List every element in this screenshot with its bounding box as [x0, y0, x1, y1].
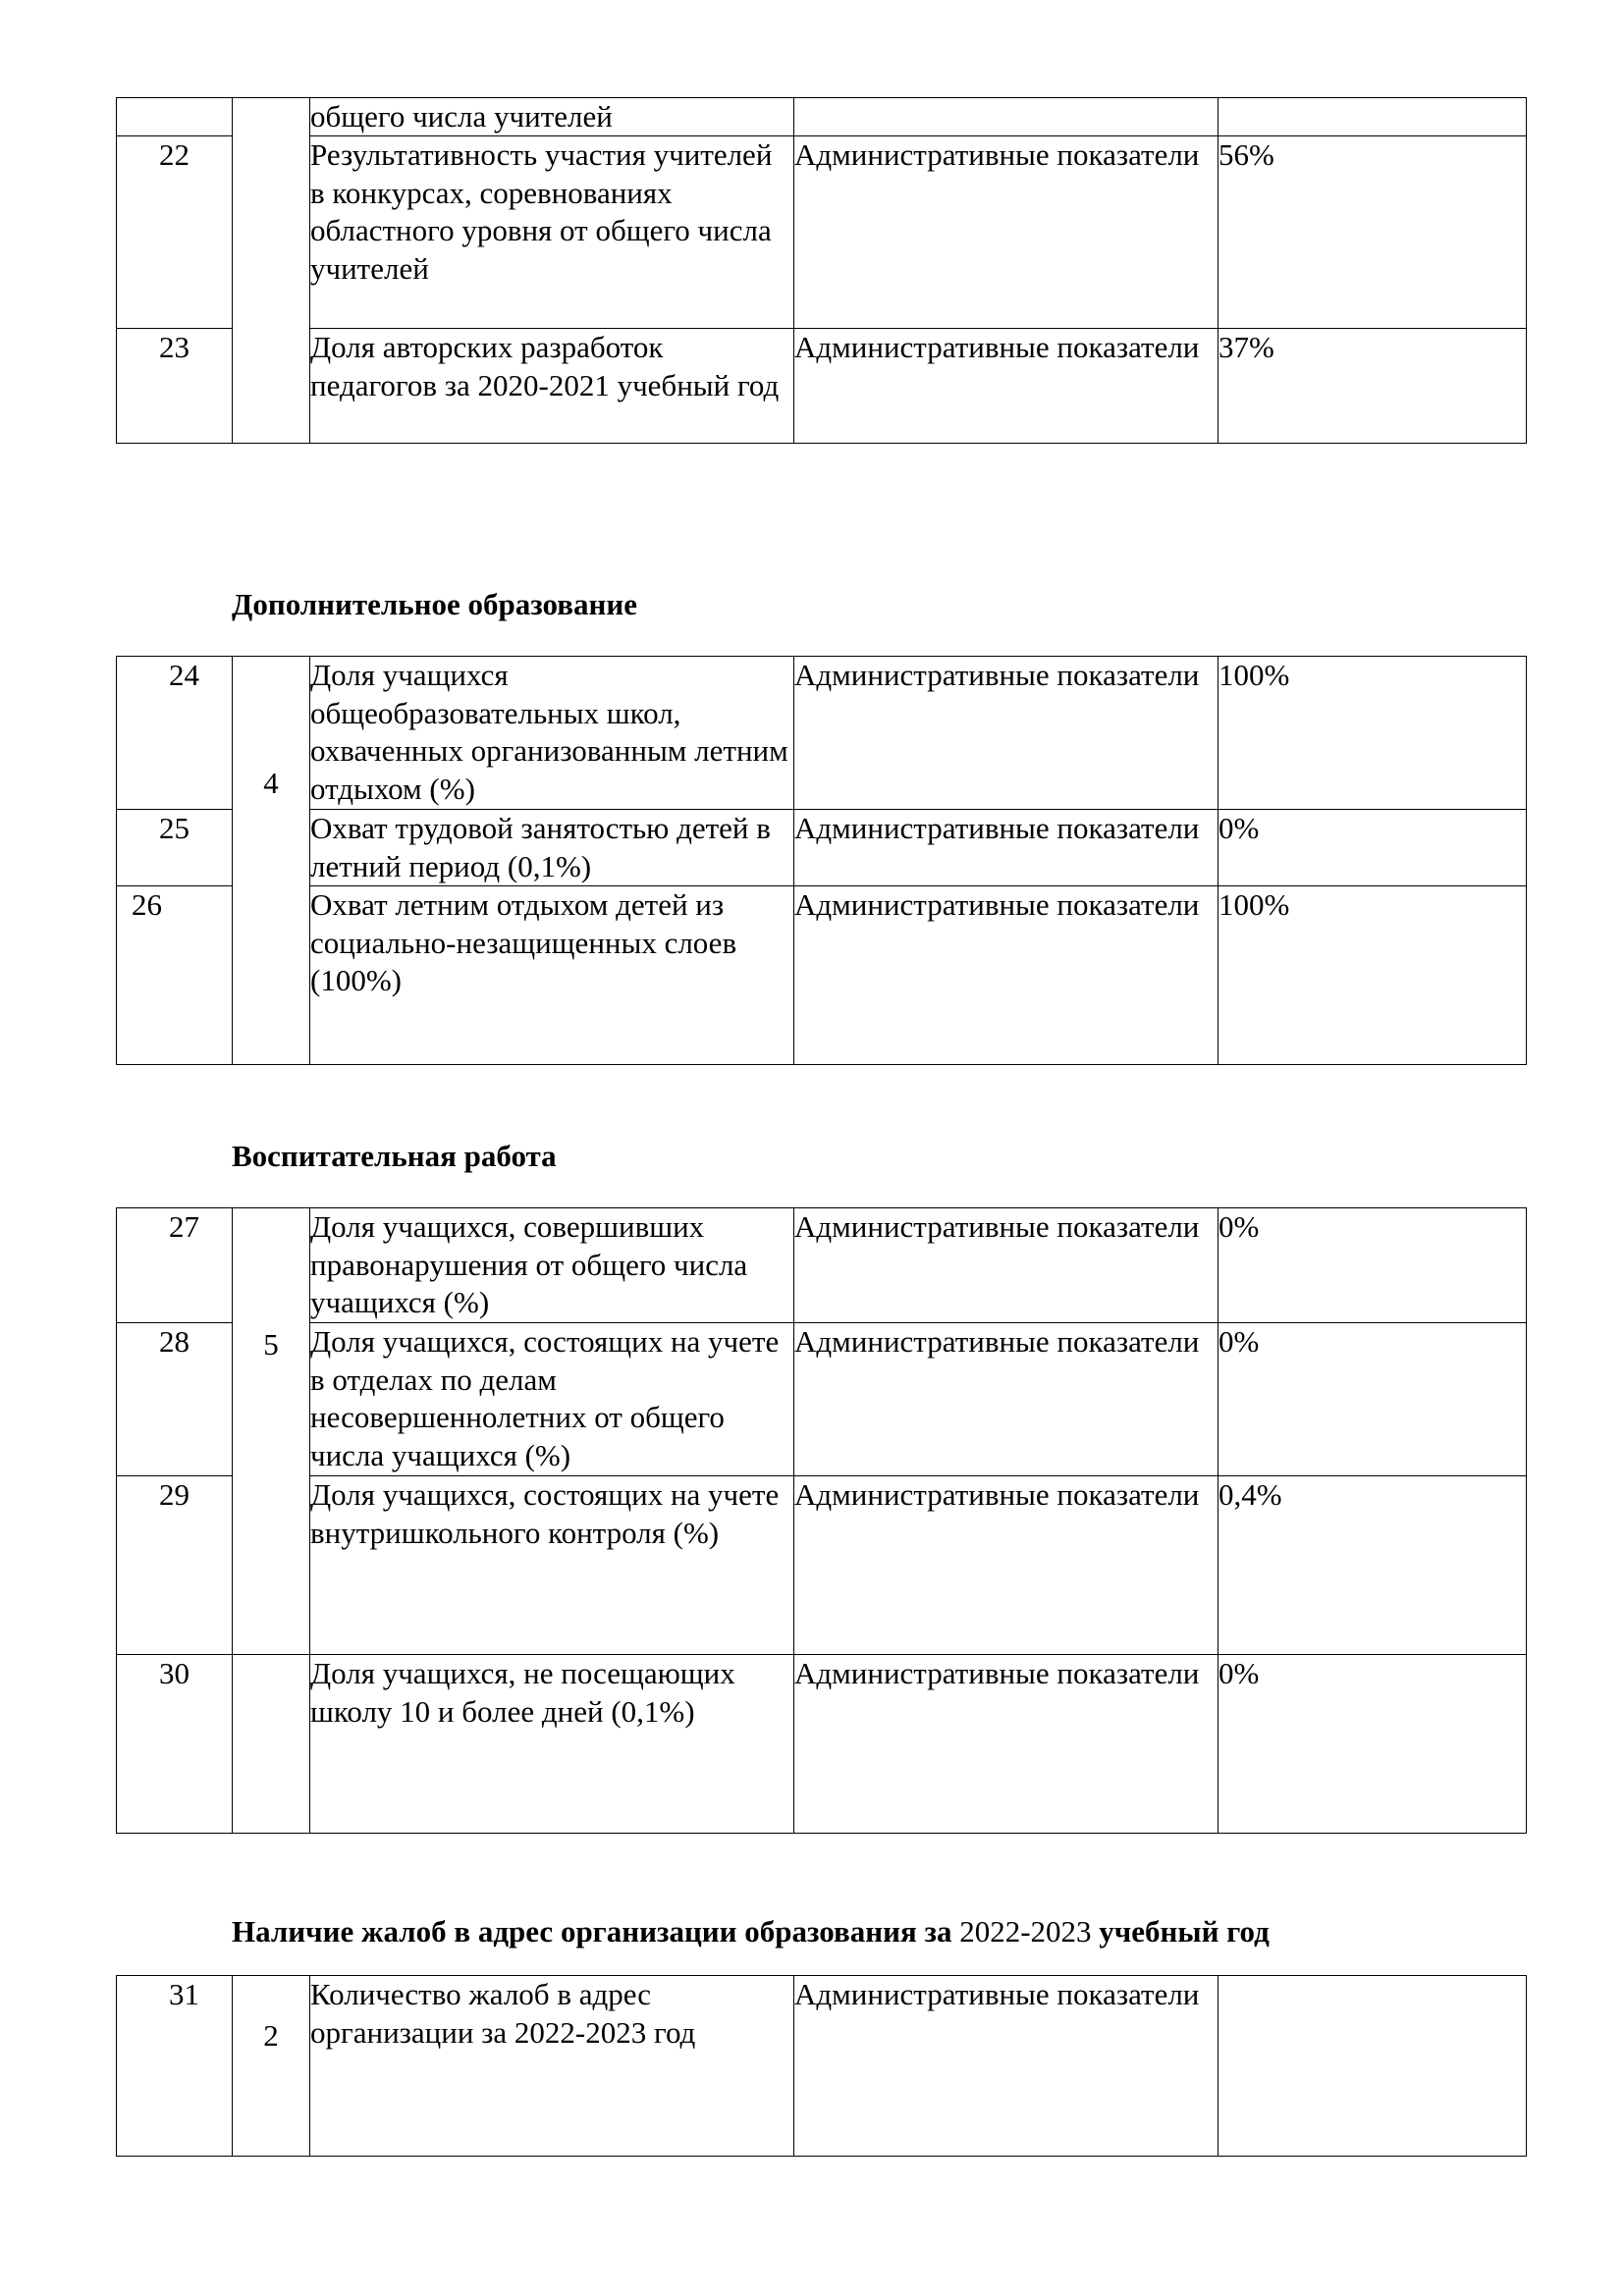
indicator-text: Доля учащихся, совершивших правонарушения от общего числа учащихся (%) [310, 1208, 794, 1323]
row-number: 26 [117, 886, 233, 1065]
row-number [117, 98, 233, 136]
indicator-source: Административные показатели [794, 1976, 1218, 2157]
indicator-text: Охват трудовой занятостью детей в летний период (0,1%) [310, 810, 794, 886]
indicator-value: 0% [1218, 1323, 1527, 1476]
table-row [117, 1976, 1527, 2157]
section-heading: Дополнительное образование [232, 587, 638, 621]
table-row [117, 329, 1527, 444]
table-row [117, 98, 1527, 136]
table-row [117, 1655, 1527, 1834]
section-heading [232, 1914, 1270, 1949]
indicator-value: 0% [1218, 810, 1527, 886]
indicator-source: Административные показатели [794, 1655, 1218, 1834]
row-number: 22 [117, 136, 233, 329]
row-number: 24 [117, 657, 233, 810]
indicator-value: 0,4% [1218, 1476, 1527, 1655]
indicator-source: Административные показатели [794, 1476, 1218, 1655]
row-number: 27 [117, 1208, 233, 1323]
indicator-value: 100% [1218, 657, 1527, 810]
indicator-source: Административные показатели [794, 1323, 1218, 1476]
indicator-text: Доля авторских разработок педагогов за 2020-2021 учебный год [310, 329, 794, 444]
section-heading: Воспитательная работа [232, 1139, 557, 1173]
table-row [117, 657, 1527, 810]
group-cell [233, 1655, 310, 1834]
indicator-text: Доля учащихся, состоящих на учете внутришкольного контроля (%) [310, 1476, 794, 1655]
complaints-table [116, 1975, 1527, 2157]
row-number: 25 [117, 810, 233, 886]
indicator-source: Административные показатели [794, 657, 1218, 810]
table-row [117, 1208, 1527, 1323]
row-number: 30 [117, 1655, 233, 1834]
group-number: 4 [233, 657, 310, 1065]
indicator-text: Доля учащихся, не посещающих школу 10 и более дней (0,1%) [310, 1655, 794, 1834]
indicator-source: Административные показатели [794, 136, 1218, 329]
row-number: 31 [117, 1976, 233, 2157]
indicator-source [794, 98, 1218, 136]
upbringing-work-table [116, 1207, 1527, 1834]
indicator-value [1218, 1976, 1527, 2157]
indicator-text: Количество жалоб в адрес организации за 2022-2023 год [310, 1976, 794, 2157]
indicator-source: Административные показатели [794, 1208, 1218, 1323]
table-row [117, 886, 1527, 1065]
indicator-value: 56% [1218, 136, 1527, 329]
indicator-source: Административные показатели [794, 886, 1218, 1065]
group-number: 5 [233, 1208, 310, 1655]
group-number: 2 [233, 1976, 310, 2157]
row-number: 28 [117, 1323, 233, 1476]
table-row [117, 1323, 1527, 1476]
group-cell [233, 98, 310, 444]
row-number: 23 [117, 329, 233, 444]
heading-years: 2022-2023 [959, 1914, 1092, 1949]
indicator-text: Охват летним отдыхом детей из социально-незащищенных слоев (100%) [310, 886, 794, 1065]
heading-part-2: учебный год [1091, 1914, 1270, 1949]
indicator-value [1218, 98, 1527, 136]
table-row [117, 1476, 1527, 1655]
additional-education-table [116, 656, 1527, 1065]
indicator-value: 37% [1218, 329, 1527, 444]
heading-part-1: Наличие жалоб в адрес организации образования за [232, 1914, 960, 1949]
indicator-text: Доля учащихся, состоящих на учете в отделах по делам несовершеннолетних от общего числа учащихся (%) [310, 1323, 794, 1476]
table-row [117, 810, 1527, 886]
indicator-value: 0% [1218, 1655, 1527, 1834]
indicator-text: Результативность участия учителей в конкурсах, соревнованиях областного уровня от общего числа учителей [310, 136, 794, 329]
row-number: 29 [117, 1476, 233, 1655]
indicator-value: 0% [1218, 1208, 1527, 1323]
indicator-text: Доля учащихся общеобразовательных школ, охваченных организованным летним отдыхом (%) [310, 657, 794, 810]
indicators-table-continued [116, 97, 1527, 444]
indicator-text: общего числа учителей [310, 98, 794, 136]
indicator-value: 100% [1218, 886, 1527, 1065]
table-row [117, 136, 1527, 329]
indicator-source: Административные показатели [794, 810, 1218, 886]
indicator-source: Административные показатели [794, 329, 1218, 444]
